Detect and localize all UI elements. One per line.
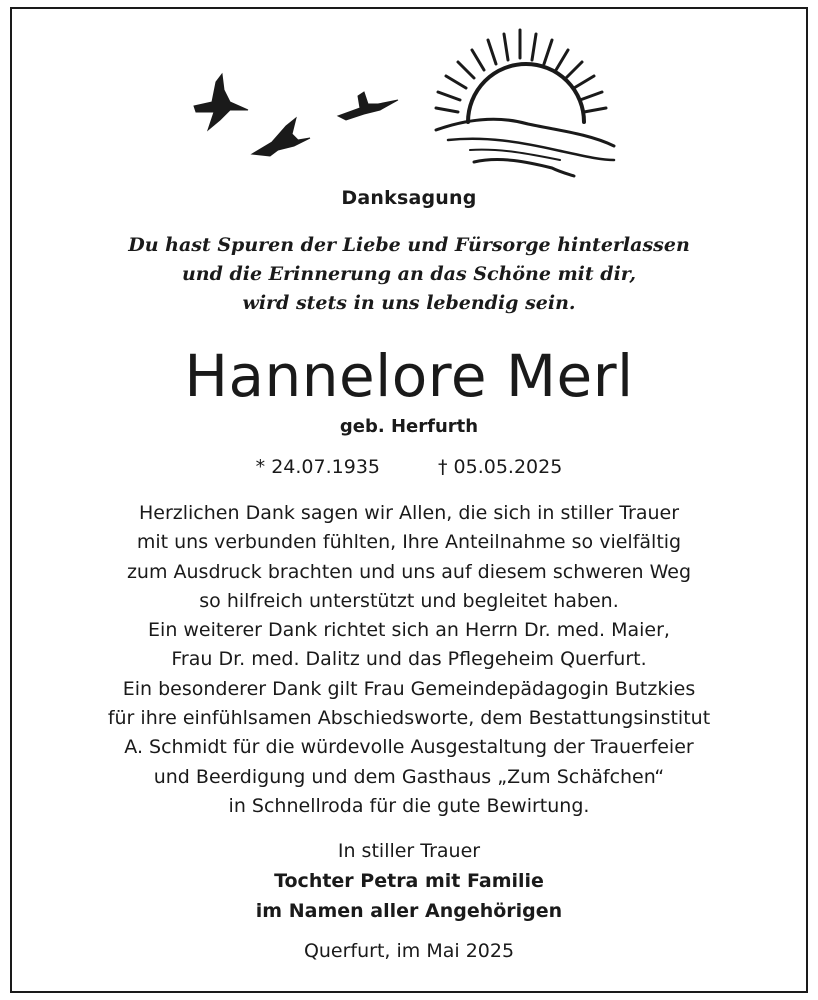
header-illustration <box>0 0 818 190</box>
life-dates <box>0 456 818 478</box>
text-line: so hilfreich unterstützt und begleitet haben. <box>199 589 619 612</box>
flying-birds-icon <box>194 74 398 156</box>
bird-2-icon <box>252 118 310 156</box>
text-line: Ein besonderer Dank gilt Frau Gemeindepädagogin Butzkies <box>122 677 696 700</box>
signers <box>0 866 818 926</box>
text-line: A. Schmidt für die würdevolle Ausgestaltung der Trauerfeier <box>124 736 694 759</box>
birth-name: geb. Herfurth <box>339 416 479 437</box>
bird-1-icon <box>194 74 248 130</box>
bird-3-icon <box>338 92 398 120</box>
verse-line: und die Erinnerung an das Schöne mit dir, <box>181 263 637 285</box>
signer-line: im Namen aller Angehörigen <box>255 900 563 922</box>
text-line: in Schnellroda für die gute Bewirtung. <box>228 794 590 817</box>
memorial-verse <box>0 231 818 318</box>
text-line: für ihre einfühlsamen Abschiedsworte, dem Bestattungsinstitut <box>107 707 711 730</box>
sunset-hills-icon <box>436 30 614 176</box>
text-line: Ein weiterer Dank richtet sich an Herrn Dr. med. Maier, <box>148 619 670 642</box>
text-line: und Beerdigung und dem Gasthaus „Zum Schäfchen“ <box>153 765 665 788</box>
verse-line: Du hast Spuren der Liebe und Fürsorge hinterlassen <box>128 234 690 256</box>
birth-date: * 24.07.1935 <box>255 456 380 478</box>
text-line: Frau Dr. med. Dalitz und das Pflegeheim Querfurt. <box>171 648 647 671</box>
text-line: Herzlichen Dank sagen wir Allen, die sich in stiller Trauer <box>138 502 679 524</box>
mourning-line: In stiller Trauer <box>337 840 481 862</box>
verse-line: wird stets in uns lebendig sein. <box>242 292 576 314</box>
death-date: † 05.05.2025 <box>438 456 563 478</box>
deceased-name: Hannelore Merl <box>184 342 634 410</box>
place-date: Querfurt, im Mai 2025 <box>303 940 515 962</box>
signer-line: Tochter Petra mit Familie <box>274 870 544 892</box>
thanks-text <box>0 499 818 821</box>
text-line: mit uns verbunden fühlten, Ihre Anteilnahme so vielfältig <box>136 531 682 554</box>
text-line: zum Ausdruck brachten und uns auf diesem schweren Weg <box>126 560 692 583</box>
notice-heading: Danksagung <box>341 187 477 209</box>
